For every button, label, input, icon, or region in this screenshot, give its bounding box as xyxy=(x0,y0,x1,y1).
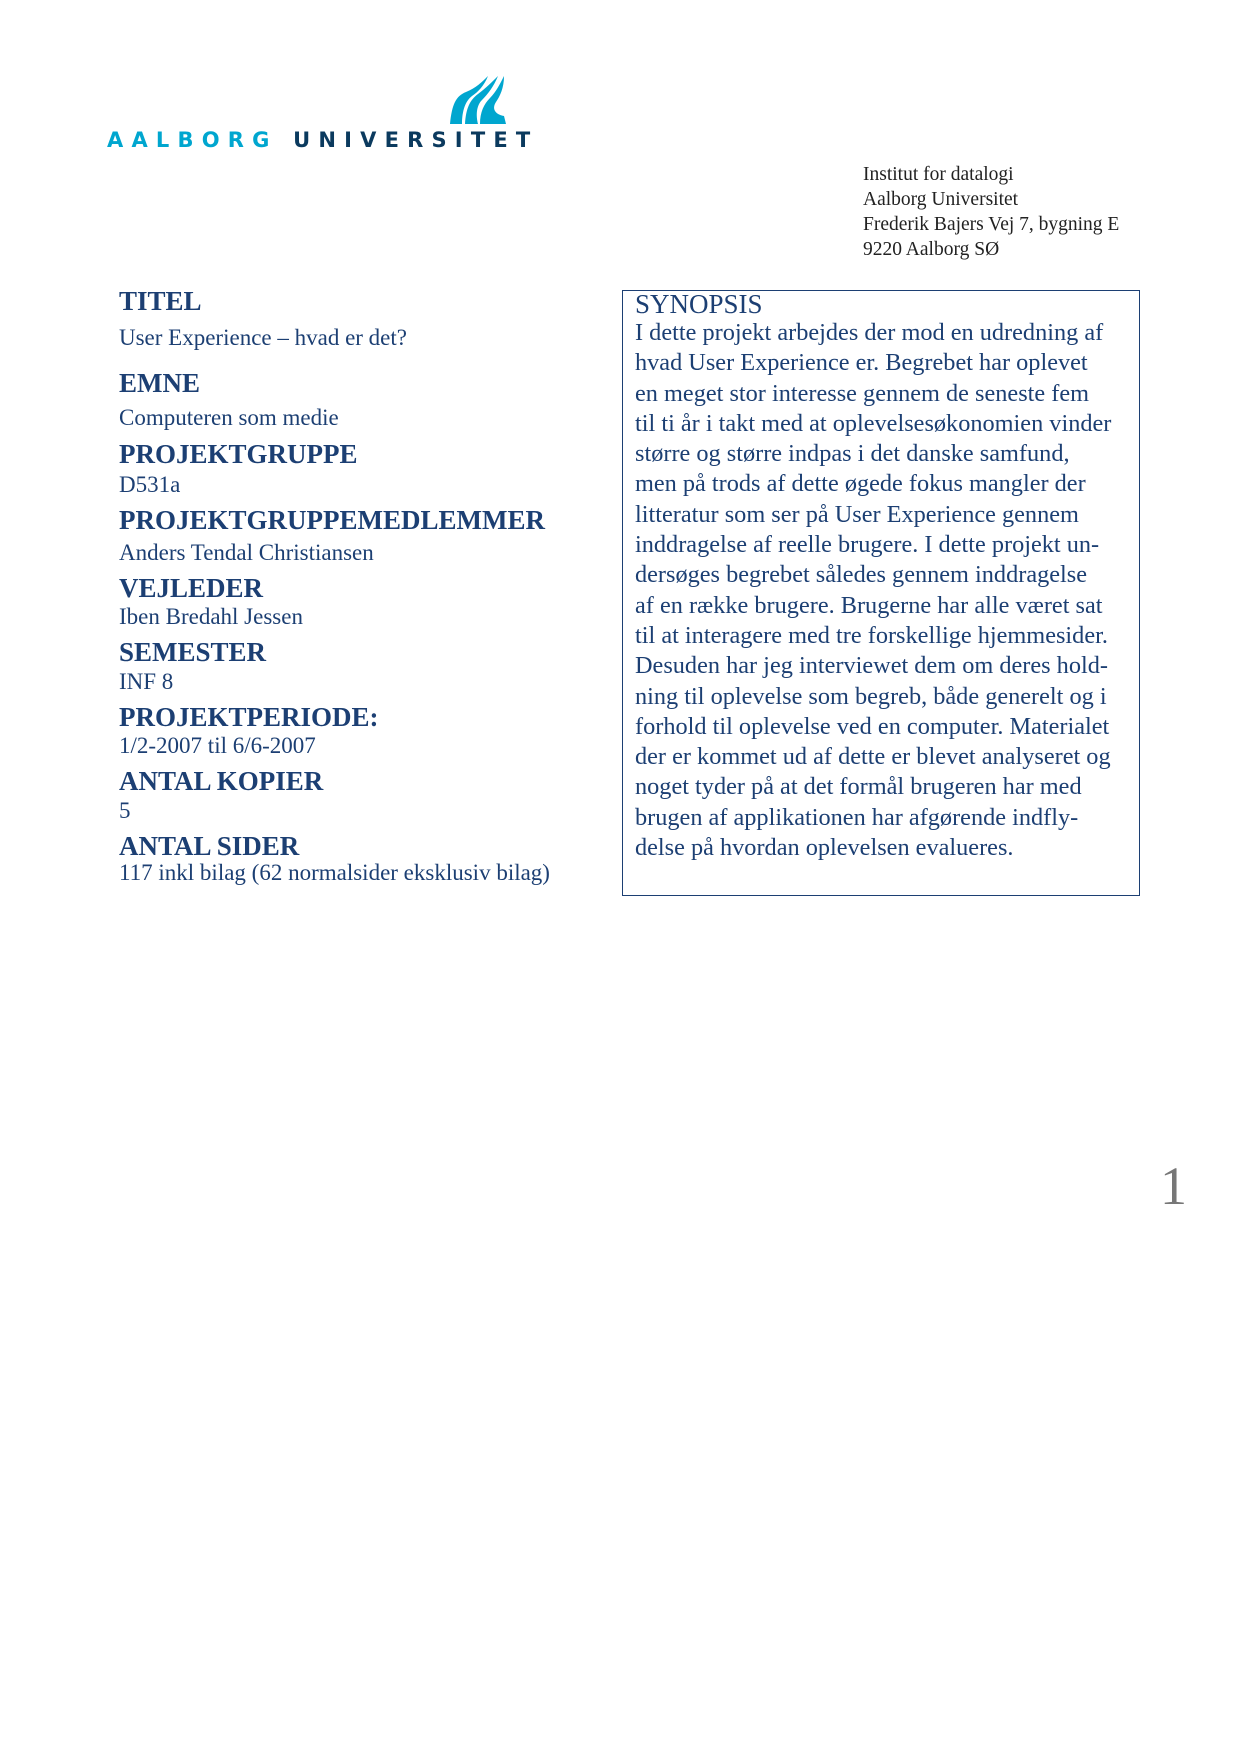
address-line: Aalborg Universitet xyxy=(863,189,1019,210)
field-label-projektperiode: PROJEKTPERIODE: xyxy=(119,702,379,732)
address-line: 9220 Aalborg SØ xyxy=(863,239,1000,260)
field-value-antal-sider: 117 inkl bilag (62 normalsider eksklusiv bilag) xyxy=(119,860,550,885)
field-label-semester: SEMESTER xyxy=(119,637,267,667)
logo-wordmark xyxy=(107,128,538,152)
field-label-titel: TITEL xyxy=(119,286,202,316)
field-value-titel: User Experience – hvad er det? xyxy=(119,325,407,350)
field-value-antal-kopier: 5 xyxy=(119,798,131,823)
field-value-projektgruppe: D531a xyxy=(119,472,181,497)
field-label-projektgruppe: PROJEKTGRUPPE xyxy=(119,439,358,469)
logo-waves-icon xyxy=(448,74,508,126)
address-line: Frederik Bajers Vej 7, bygning E xyxy=(863,214,1120,235)
field-value-emne: Computeren som medie xyxy=(119,405,339,430)
institute-address xyxy=(863,162,1119,262)
page-number: 1 xyxy=(1160,1156,1187,1216)
field-label-vejleder: VEJLEDER xyxy=(119,573,264,603)
synopsis-title: SYNOPSIS xyxy=(635,289,763,319)
field-value-semester: INF 8 xyxy=(119,669,174,694)
synopsis-body: I dette projekt arbejdes der mod en udredning af hvad User Experience er. Begrebet har oplevet en meget stor interesse gennem de seneste fem til ti år i takt med at oplevelsesøkonomien vinder større og større indpas i det danske samfund, men på trods af dette øgede fokus mangler der litteratur som ser på User Experience gennem inddragelse af reelle brugere. I dette projekt un- dersøges begrebet således gennem inddragelse af en række brugere. Brugerne har alle været sat til at interagere med tre forskellige hjemmesider. Desuden har jeg interviewet dem om deres hold- ning til oplevelse som begreb, både generelt og i forhold til oplevelse ved en computer. Materialet der er kommet ud af dette er blevet analyseret og noget tyder på at det formål brugeren har med brugen af applikationen har afgørende indfly- delse på hvordan oplevelsen evalueres. xyxy=(635,319,1112,862)
field-label-antal-kopier: ANTAL KOPIER xyxy=(119,766,324,796)
field-label-emne: EMNE xyxy=(119,368,200,398)
field-value-medlemmer: Anders Tendal Christiansen xyxy=(119,540,374,565)
logo-word-aalborg: AALBORG xyxy=(107,128,278,152)
address-line: Institut for datalogi xyxy=(863,164,1014,185)
field-value-vejleder: Iben Bredahl Jessen xyxy=(119,604,303,629)
field-value-projektperiode: 1/2-2007 til 6/6-2007 xyxy=(119,733,316,758)
logo-word-universitet: UNIVERSITET xyxy=(293,128,539,152)
field-label-antal-sider: ANTAL SIDER xyxy=(119,831,300,861)
synopsis-box xyxy=(622,290,1140,896)
field-label-medlemmer: PROJEKTGRUPPEMEDLEMMER xyxy=(119,505,545,535)
